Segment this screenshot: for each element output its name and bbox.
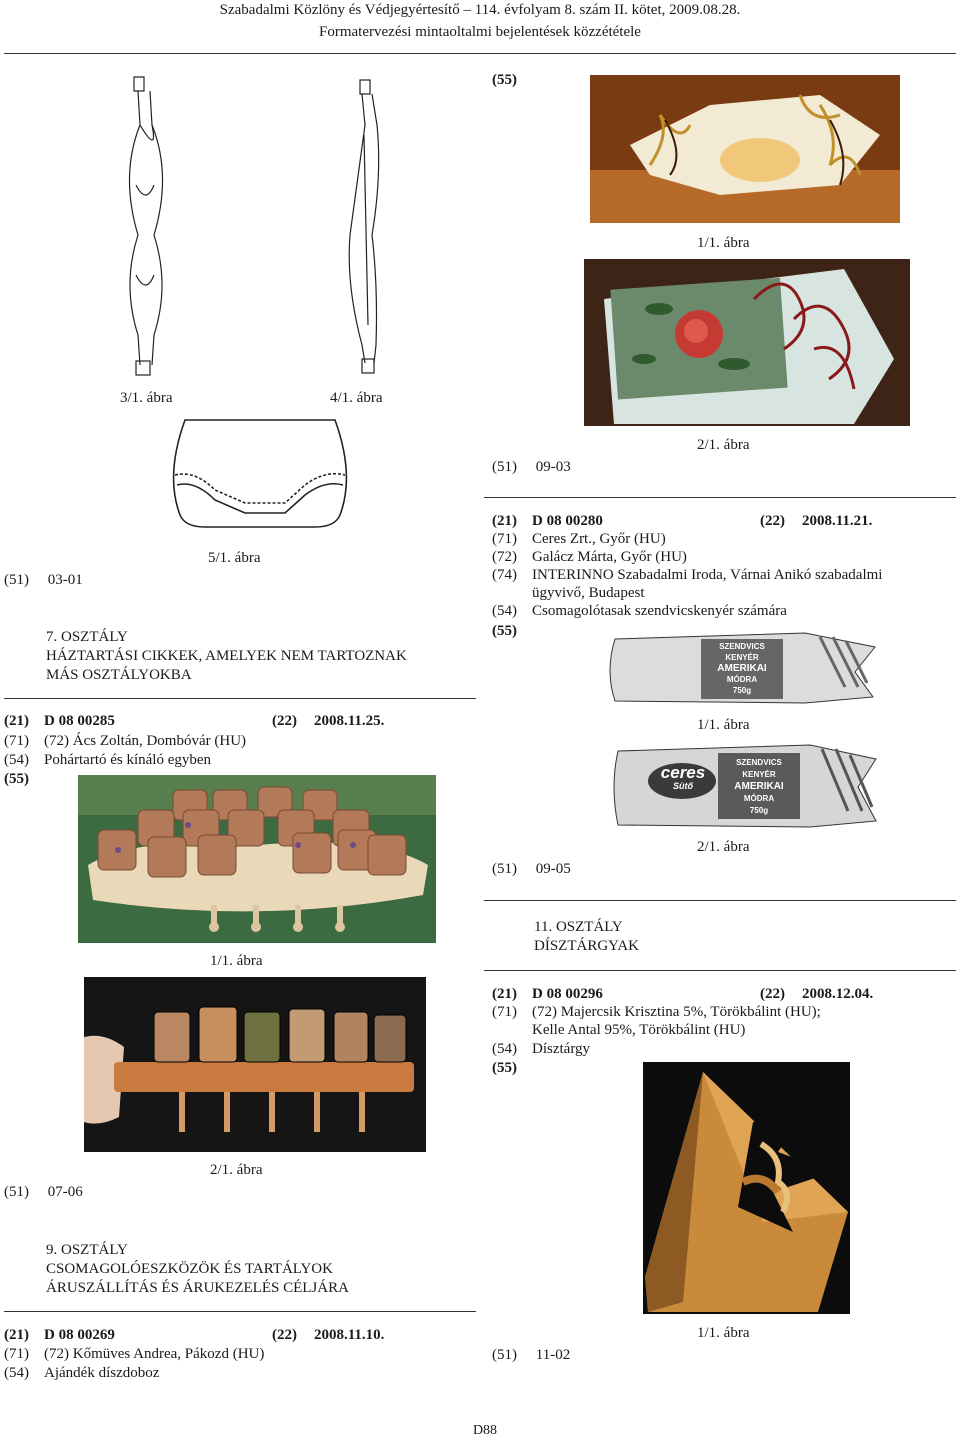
class-7-heading [46,628,407,685]
inid-code: (22) [760,513,785,529]
holder-row [4,732,246,750]
title-row [492,1040,590,1058]
inid-code: (51) [4,572,29,588]
class-desc: MÁS OSZTÁLYOKBA [46,667,192,683]
class-9-heading [46,1241,349,1298]
application-number: D 08 00280 [532,513,603,529]
cup-holder-photo-1 [78,775,436,943]
inid-code: (54) [492,1041,517,1057]
section-rule [484,970,956,971]
filing-date: 2008.11.25. [314,713,385,729]
holder-row-cont: Kelle Antal 95%, Törökbálint (HU) [532,1022,746,1038]
inid-code: (55) [4,771,29,787]
inid-code: (22) [272,1327,297,1343]
bread-bag-drawing-2 [610,741,878,829]
pouch-drawing [165,415,355,535]
brand-sub: Sütő [673,781,693,791]
inid-code: (55) [492,623,517,639]
locarno-class: 11-02 [535,1347,571,1363]
class-title: 11. OSZTÁLY [534,919,623,935]
figure-caption: 1/1. ábra [697,1325,750,1341]
classification-51 [492,860,571,878]
inid-code: (54) [4,752,29,768]
filing-date: 2008.11.21. [802,513,873,529]
application-number: D 08 00296 [532,986,603,1002]
agent-row [492,566,882,584]
inid-code: (72) [492,549,517,565]
application-number-row [4,1326,384,1344]
inid-code: (21) [492,513,517,529]
figure-caption: 1/1. ábra [697,717,750,733]
class-desc: HÁZTARTÁSI CIKKEK, AMELYEK NEM TARTOZNAK [46,648,407,664]
inid-code: (21) [4,713,29,729]
locarno-class: 09-05 [535,861,571,877]
holder-row [4,1345,264,1363]
inid-code: (71) [492,531,517,547]
ornament-photo [643,1062,850,1314]
inid-code: (21) [4,1327,29,1343]
holder-row [492,530,666,548]
class-desc: DÍSZTÁRGYAK [534,938,639,954]
application-number: D 08 00269 [44,1327,115,1343]
bread-bag-drawing-1 [605,627,877,707]
header-rule [4,53,956,54]
section-title: Formatervezési mintaoltalmi bejelentések közzététele [319,24,641,40]
bread-label: SZENDVICS KENYÉR [719,642,765,662]
agent-row-cont: ügyvivő, Budapest [532,585,645,601]
locarno-class: 07-06 [47,1184,83,1200]
locarno-class: 09-03 [535,459,571,475]
inid-code: (21) [492,986,517,1002]
application-number-row [4,712,384,730]
design-title: Csomagolótasak szendvicskenyér számára [532,603,787,619]
holder: (72) Ács Zoltán, Dombóvár (HU) [44,733,247,749]
section-rule [4,698,476,699]
classification-51 [492,458,571,476]
inid-code: (51) [492,459,517,475]
bread-label: SZENDVICS KENYÉR [736,758,782,779]
journal-title: Szabadalmi Közlöny és Védjegyértesítő – 114. évfolyam 8. szám II. kötet, 2009.08.28. [219,2,741,18]
class-title: 9. OSZTÁLY [46,1242,128,1258]
classification-51 [492,1346,570,1364]
gift-box-photo-2 [584,259,910,426]
gift-box-photo-1 [590,75,900,223]
inid-code: (51) [4,1184,29,1200]
figure-caption: 2/1. ábra [697,839,750,855]
inid-code: (54) [492,603,517,619]
figure-caption: 2/1. ábra [697,437,750,453]
title-row [4,1364,159,1382]
holder: Ceres Zrt., Győr (HU) [532,531,666,547]
application-number-row [492,985,873,1003]
brand-logo: ceres [660,763,706,782]
bread-weight: 750g [732,686,752,695]
filing-date: 2008.12.04. [802,986,874,1002]
inid-code: (74) [492,567,517,583]
inid-code: (55) [492,72,517,88]
bread-weight: 750g [749,806,769,815]
classification-51 [4,1183,83,1201]
figure-caption: 2/1. ábra [210,1162,263,1178]
section-rule [484,497,956,498]
agent: INTERINNO Szabadalmi Iroda, Várnai Anikó szabadalmi [532,567,883,583]
designer: Galácz Márta, Győr (HU) [532,549,687,565]
locarno-class: 03-01 [47,572,83,588]
application-number-row [492,512,872,530]
class-desc: ÁRUSZÁLLÍTÁS ÉS ÁRUKEZELÉS CÉLJÁRA [46,1280,349,1296]
design-title: Pohártartó és kínáló egyben [44,752,212,768]
figure-caption: 4/1. ábra [330,390,383,406]
inid-code: (71) [4,1346,29,1362]
bread-label: AMERIKAI [734,781,784,792]
strap-drawings [110,65,410,385]
application-number: D 08 00285 [44,713,115,729]
figure-caption: 1/1. ábra [697,235,750,251]
title-row [492,602,787,620]
class-desc: CSOMAGOLÓESZKÖZÖK ÉS TARTÁLYOK [46,1261,333,1277]
figure-caption: 1/1. ábra [210,953,263,969]
designer-row [492,548,687,566]
design-title: Ajándék díszdoboz [44,1365,160,1381]
bread-label: MÓDRA [726,675,758,684]
inid-code: (51) [492,1347,517,1363]
inid-code: (55) [492,1060,517,1076]
inid-code: (71) [492,1004,517,1020]
holder-row [492,1003,821,1021]
inid-code: (54) [4,1365,29,1381]
class-11-heading [534,918,639,956]
holder: (72) Majercsik Krisztina 5%, Törökbálint (HU); [532,1004,821,1020]
inid-code: (22) [760,986,785,1002]
cup-holder-photo-2 [84,977,426,1152]
figure-caption: 5/1. ábra [208,550,261,566]
classification-51 [4,571,83,589]
page-number: D88 [472,1423,498,1438]
figure-caption: 3/1. ábra [120,390,173,406]
filing-date: 2008.11.10. [314,1327,385,1343]
class-title: 7. OSZTÁLY [46,629,128,645]
title-row [4,751,211,769]
bread-label: AMERIKAI [717,663,767,674]
section-rule [484,900,956,901]
bread-label: MÓDRA [743,794,775,803]
holder: (72) Kőmüves Andrea, Pákozd (HU) [44,1346,265,1362]
section-rule [4,1311,476,1312]
inid-code: (51) [492,861,517,877]
inid-code: (22) [272,713,297,729]
inid-code: (71) [4,733,29,749]
design-title: Dísztárgy [532,1041,591,1057]
